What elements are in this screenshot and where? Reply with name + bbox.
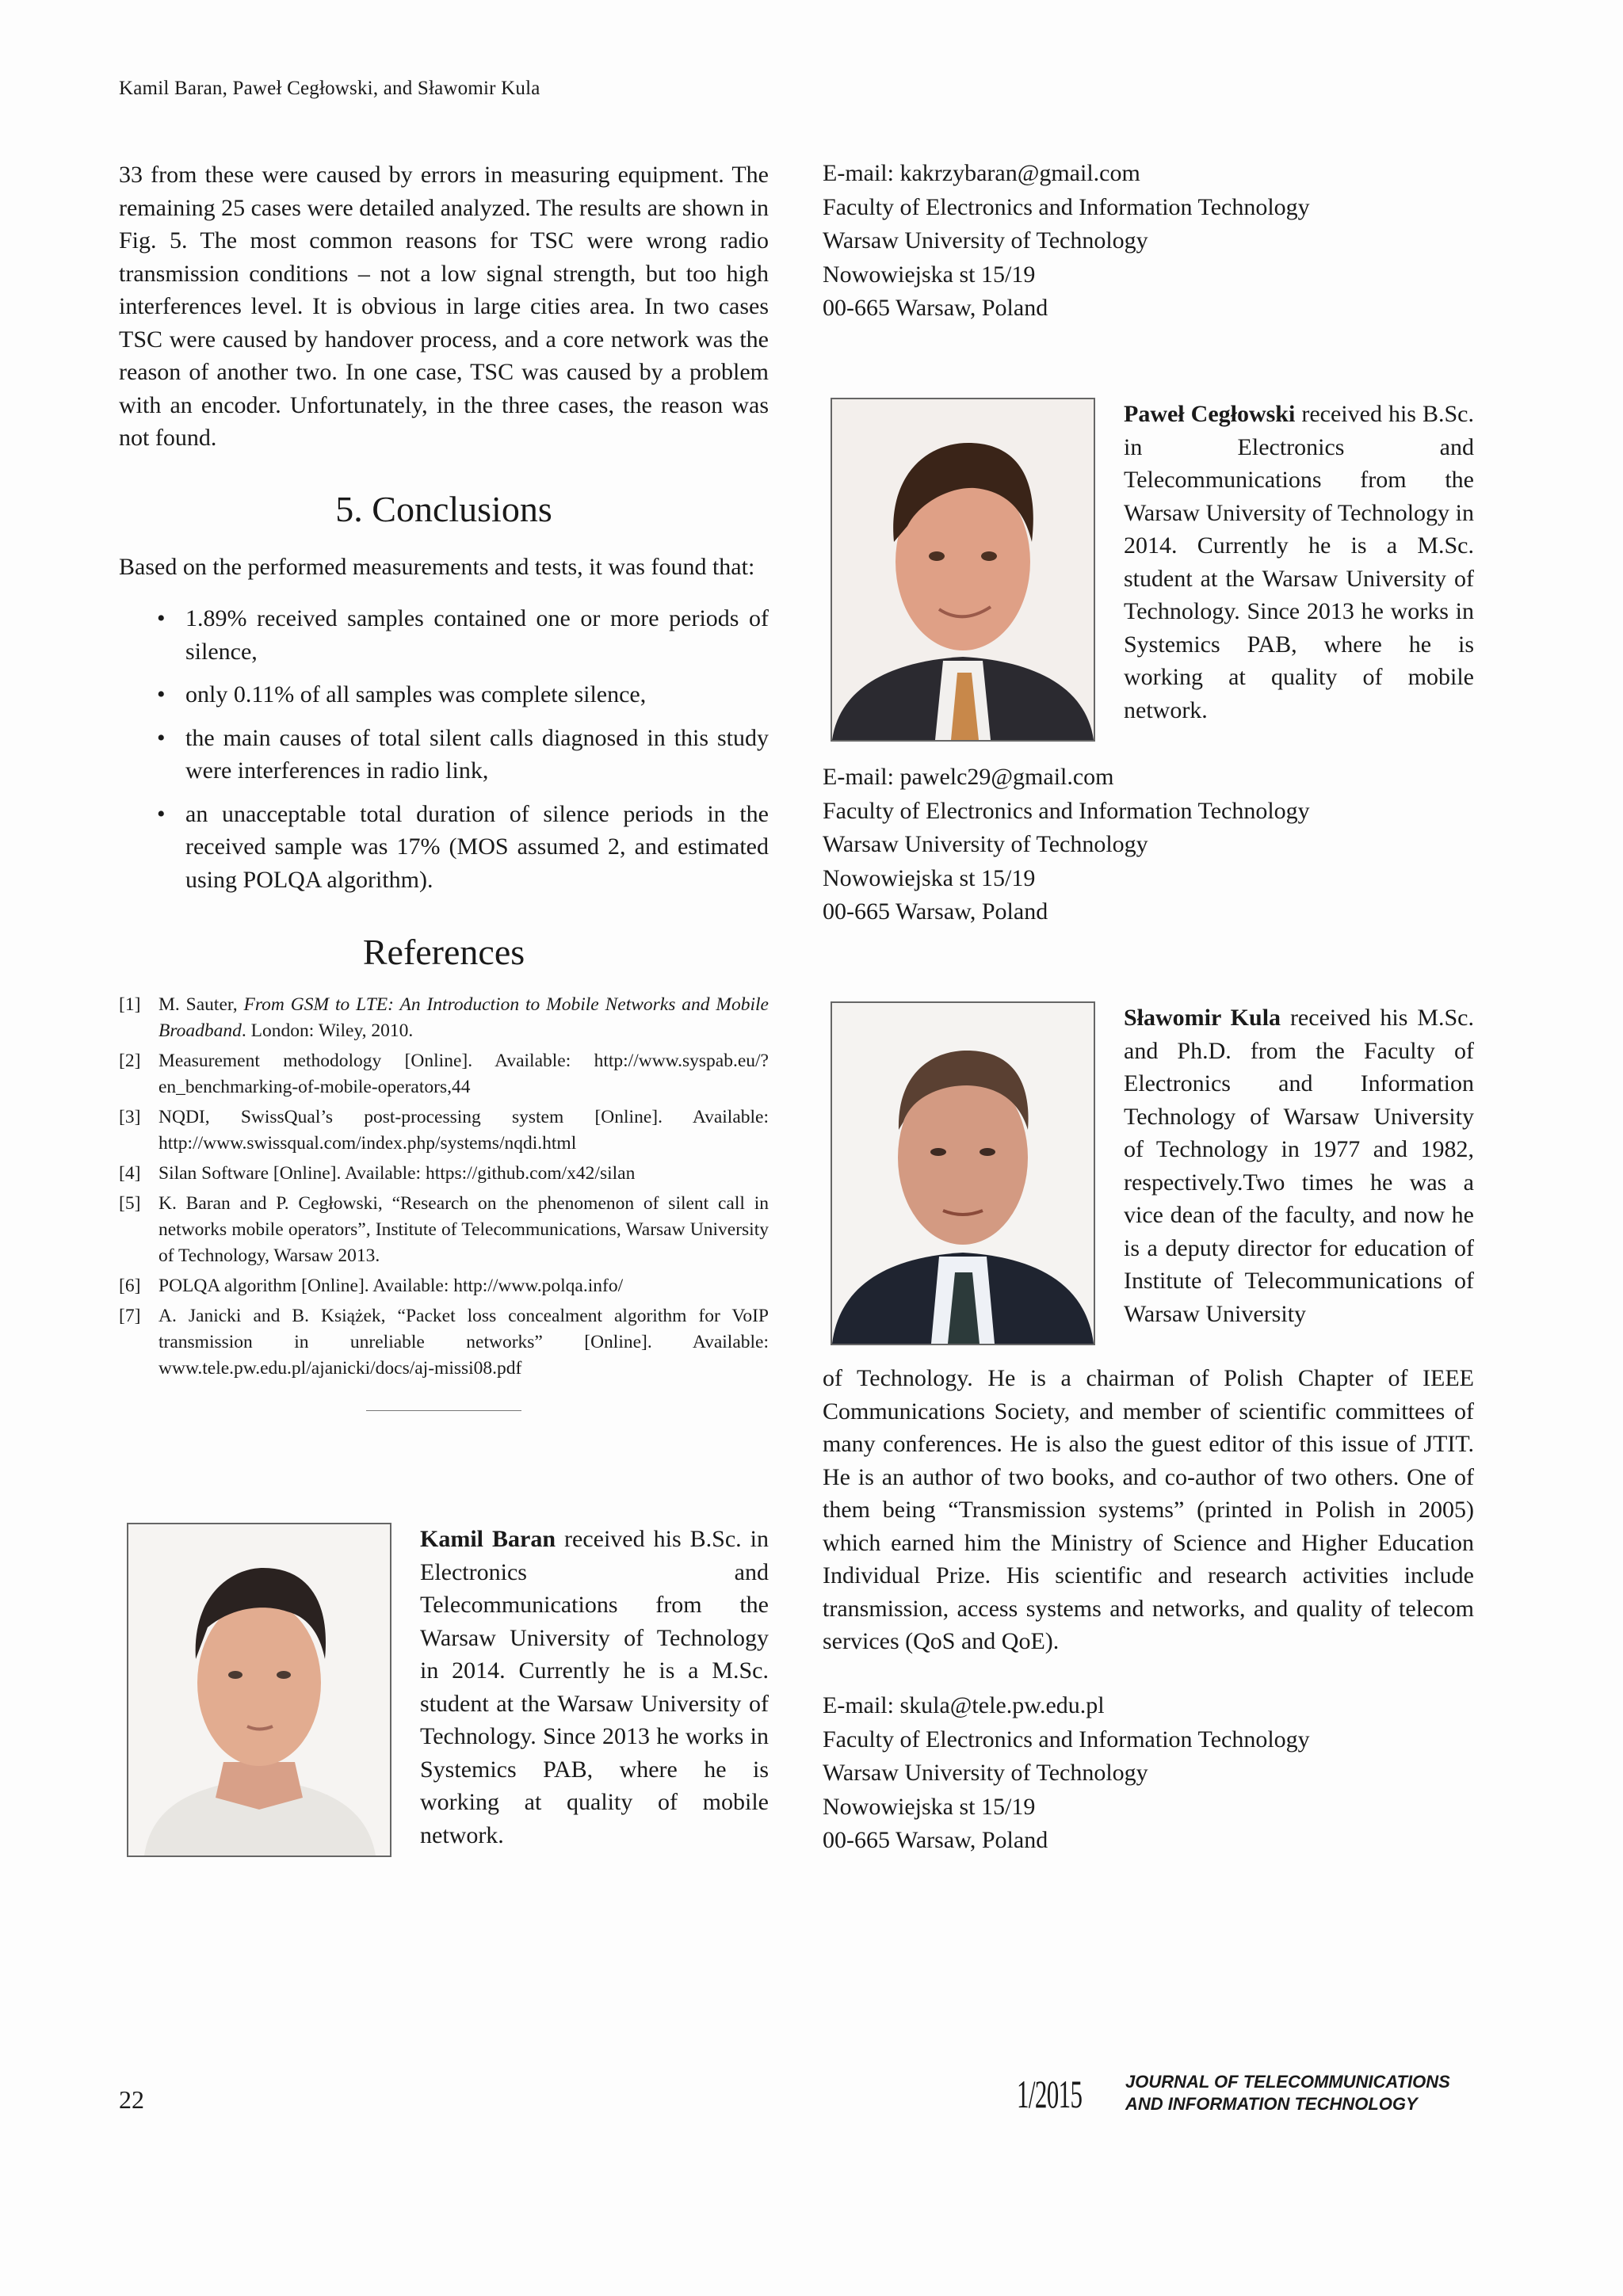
results-text: 33 from these were caused by errors in measuring equipment. The remaining 25 cases were detailed analyzed. The results are shown in Fig. 5. The most common reasons for TSC were wrong radio transmission conditions – not a low signal strength, but too high interferences level. It is obvious in large cities area. In two cases TSC were caused by handover process, and a core network was the reason of another two. In one case, TSC was caused by a problem with an encoder. Unfortunately, in the three cases, the reason was not found. bbox=[119, 162, 769, 451]
reference-text: POLQA algorithm [Online]. Available: http://www.polqa.info/ bbox=[158, 1276, 624, 1296]
reference-text: K. Baran and P. Cegłowski, “Research on the phenomenon of silent call in networks mobile operators”, Institute of Telecommunications, Warsaw University of Technology, Warsaw 2013. bbox=[158, 1193, 769, 1266]
reference-item bbox=[119, 992, 769, 1044]
reference-number: [4] bbox=[119, 1163, 141, 1184]
author-name: Kamil Baran bbox=[420, 1526, 556, 1552]
bio-slawomir-kula bbox=[1124, 1001, 1474, 1330]
faculty-line: Faculty of Electronics and Information Technology bbox=[823, 193, 1310, 220]
journal-name-line2: AND INFORMATION TECHNOLOGY bbox=[1125, 2094, 1418, 2114]
bio-slawomir-kula-continued: of Technology. He is a chairman of Polish Chapter of IEEE Communications Society, and member of scientific committees of many conferences. He is also the guest editor of this issue of JTIT. He is an author of two books, and co-author of two others. One of them being “Transmission systems” (printed in Polish in 2005) which earned him the Ministry of Science and Higher Education Individual Prize. His scientific and research activities include transmission, access systems and networks, and quality of telecom services (QoS and QoE). bbox=[823, 1365, 1474, 1654]
photo-pawel-ceglowski bbox=[831, 398, 1095, 742]
list-item: • an unacceptable total duration of silence periods in the received sample was 17% (MOS assumed 2, and estimated using POLQA algorithm). bbox=[185, 798, 769, 897]
reference-authors: M. Sauter, bbox=[158, 994, 244, 1015]
city-line: 00-665 Warsaw, Poland bbox=[823, 898, 1048, 925]
reference-text: A. Janicki and B. Książek, “Packet loss concealment algorithm for VoIP transmission in unreliable networks” [Online]. Available: www.tele.pw.edu.pl/ajanicki/docs/aj-missi08.pdf bbox=[158, 1306, 769, 1379]
portrait-image bbox=[128, 1524, 390, 1855]
contact-kamil-baran bbox=[823, 157, 1310, 326]
reference-item bbox=[119, 1048, 769, 1100]
reference-item bbox=[119, 1303, 769, 1382]
reference-item bbox=[119, 1161, 769, 1187]
author-name: Sławomir Kula bbox=[1124, 1005, 1281, 1031]
university-line: Warsaw University of Technology bbox=[823, 227, 1148, 254]
bio-text: received his B.Sc. in Electronics and Telecommunications from the Warsaw University of Technology in 2014. Currently he is a M.Sc. student at the Warsaw University of Technology. Since 2013 he works in Systemics PAB, where he is working at quality of mobile network. bbox=[1124, 401, 1474, 723]
bio-text: received his B.Sc. in Electronics and Telecommunications from the Warsaw University of Technology in 2014. Currently he is a M.Sc. student at the Warsaw University of Technology. Since 2013 he works in Systemics PAB, where he is working at quality of mobile network. bbox=[420, 1526, 769, 1848]
bio-kamil-baran bbox=[420, 1523, 769, 1852]
list-item: • only 0.11% of all samples was complete silence, bbox=[185, 678, 769, 711]
faculty-line: Faculty of Electronics and Information Technology bbox=[823, 1726, 1310, 1753]
reference-item bbox=[119, 1104, 769, 1157]
city-line: 00-665 Warsaw, Poland bbox=[823, 1827, 1048, 1853]
contact-slawomir-kula bbox=[823, 1689, 1310, 1858]
author-name: Paweł Cegłowski bbox=[1124, 401, 1296, 427]
conclusions-lead bbox=[119, 551, 769, 584]
references-heading: References bbox=[362, 932, 525, 972]
journal-name-line1: JOURNAL OF TELECOMMUNICATIONS bbox=[1125, 2072, 1450, 2092]
email-line: E-mail: pawelc29@gmail.com bbox=[823, 764, 1114, 790]
journal-name bbox=[1125, 2071, 1450, 2115]
contact-pawel-ceglowski bbox=[823, 761, 1310, 929]
street-line: Nowowiejska st 15/19 bbox=[823, 261, 1036, 288]
faculty-line: Faculty of Electronics and Information Technology bbox=[823, 797, 1310, 824]
reference-number: [1] bbox=[119, 994, 141, 1015]
reference-number: [7] bbox=[119, 1306, 141, 1326]
street-line: Nowowiejska st 15/19 bbox=[823, 1793, 1036, 1820]
reference-number: [2] bbox=[119, 1051, 141, 1071]
left-column bbox=[119, 158, 769, 1411]
portrait-image bbox=[832, 1003, 1094, 1344]
reference-item bbox=[119, 1191, 769, 1269]
reference-text: Measurement methodology [Online]. Available: http://www.syspab.eu/?en_benchmarking-of-mobile-operators,44 bbox=[158, 1051, 769, 1097]
email-line: E-mail: kakrzybaran@gmail.com bbox=[823, 160, 1140, 186]
portrait-image bbox=[832, 399, 1094, 740]
section-divider bbox=[366, 1410, 521, 1411]
reference-item bbox=[119, 1273, 769, 1299]
bio-text: received his M.Sc. and Ph.D. from the Faculty of Electronics and Information Technology of Warsaw University of Technology in 1977 and 1982, respectively.Two times he was a vice dean of the faculty, and now he is a deputy director for education of Institute of Telecommunications of Warsaw University bbox=[1124, 1005, 1475, 1327]
university-line: Warsaw University of Technology bbox=[823, 831, 1148, 857]
page-number: 22 bbox=[119, 2085, 144, 2114]
list-item: • 1.89% received samples contained one or more periods of silence, bbox=[185, 602, 769, 668]
reference-text: Silan Software [Online]. Available: https://github.com/x42/silan bbox=[158, 1163, 636, 1184]
reference-title: From GSM to LTE: An Introduction to Mobile Networks and Mobile Broadband bbox=[158, 994, 769, 1041]
list-item: • the main causes of total silent calls diagnosed in this study were interferences in radio link, bbox=[185, 722, 769, 788]
conclusions-heading: 5. Conclusions bbox=[335, 488, 552, 529]
photo-slawomir-kula bbox=[831, 1001, 1095, 1345]
conclusions-lead-text: Based on the performed measurements and tests, it was found that: bbox=[119, 553, 755, 580]
reference-number: [5] bbox=[119, 1193, 141, 1214]
results-paragraph bbox=[119, 158, 769, 455]
reference-publisher: . London: Wiley, 2010. bbox=[241, 1020, 414, 1041]
email-line: E-mail: skula@tele.pw.edu.pl bbox=[823, 1692, 1105, 1718]
bio-pawel-ceglowski bbox=[1124, 398, 1474, 727]
city-line: 00-665 Warsaw, Poland bbox=[823, 295, 1048, 321]
photo-kamil-baran bbox=[127, 1523, 391, 1857]
reference-number: [6] bbox=[119, 1276, 141, 1296]
street-line: Nowowiejska st 15/19 bbox=[823, 864, 1036, 891]
university-line: Warsaw University of Technology bbox=[823, 1760, 1148, 1786]
reference-number: [3] bbox=[119, 1107, 141, 1127]
references-list bbox=[119, 992, 769, 1382]
running-header: Kamil Baran, Paweł Cegłowski, and Sławomir Kula bbox=[119, 78, 540, 99]
reference-text: NQDI, SwissQual’s post-processing system [Online]. Available: http://www.swissqual.com/index.php/systems/nqdi.html bbox=[158, 1107, 769, 1154]
issue-number: 1/2015 bbox=[1017, 2072, 1083, 2116]
conclusions-list bbox=[119, 602, 769, 896]
